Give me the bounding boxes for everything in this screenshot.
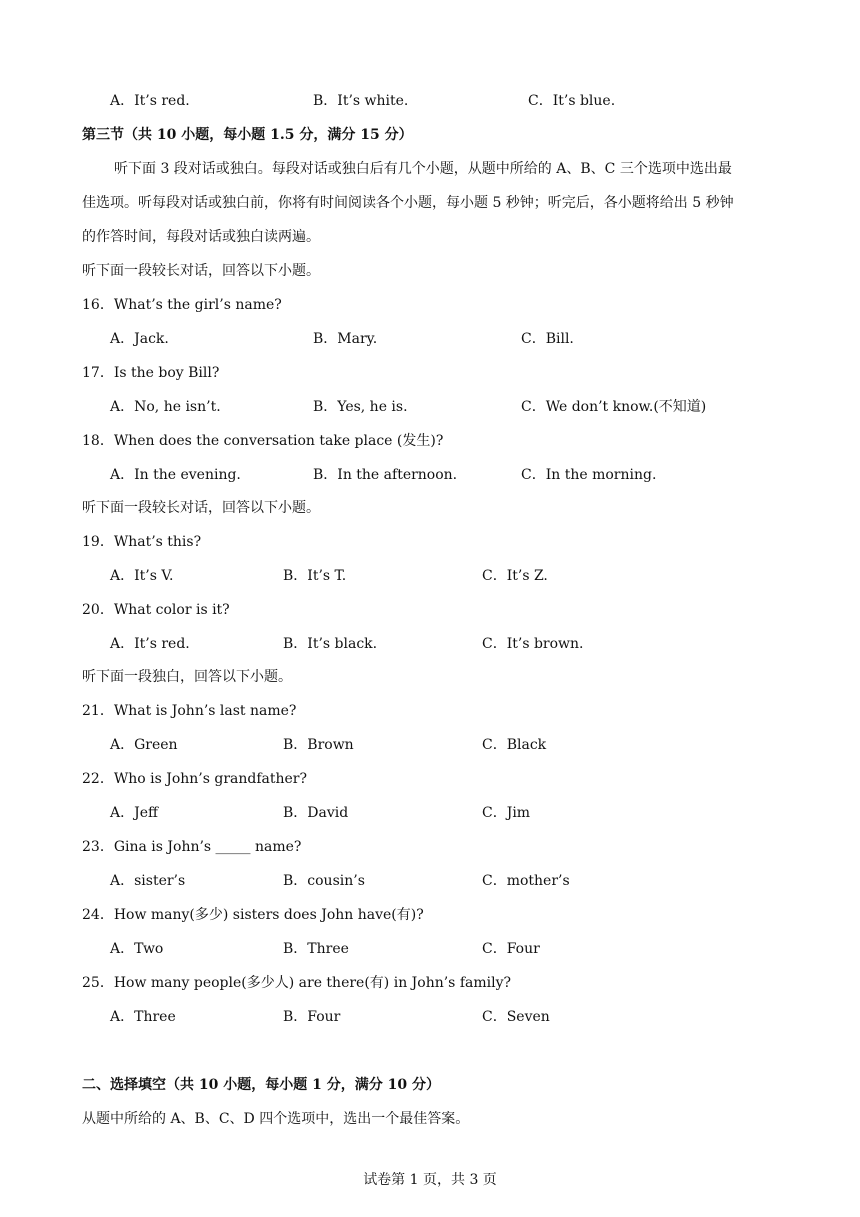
- instruction-line: 听下面 3 段对话或独白。每段对话或独白后有几个小题，从题中所给的 A、B、C 三个选项中选出最: [114, 161, 732, 177]
- option-c: C．Bill.: [521, 331, 574, 347]
- option-c: C．mother’s: [482, 873, 570, 889]
- option-c: C．In the morning.: [521, 467, 657, 483]
- option-c: C．Jim: [482, 805, 531, 821]
- option-b: B．In the afternoon.: [313, 467, 458, 483]
- dialog-note: 听下面一段较长对话，回答以下小题。: [82, 263, 320, 279]
- option-b: B．Four: [283, 1009, 341, 1025]
- question-stem: 19．What’s this?: [82, 534, 202, 550]
- option-c: C．It’s Z.: [482, 568, 548, 584]
- question-stem: 21．What is John’s last name?: [82, 703, 297, 719]
- monologue-note: 听下面一段独白，回答以下小题。: [82, 669, 292, 685]
- option-b: B．Yes, he is.: [313, 399, 408, 415]
- option-b: B．David: [283, 805, 349, 821]
- option-a: A．It’s red.: [110, 636, 190, 652]
- question-stem: 24．How many(多少) sisters does John have(有)?: [82, 907, 424, 923]
- option-b: B．Mary.: [313, 331, 378, 347]
- question-stem: 20．What color is it?: [82, 602, 230, 618]
- part-heading: 二、选择填空（共 10 小题，每小题 1 分，满分 10 分）: [82, 1077, 440, 1093]
- part-instruction: 从题中所给的 A、B、C、D 四个选项中，选出一个最佳答案。: [82, 1111, 470, 1127]
- option-a: A．Jeff: [110, 805, 158, 821]
- option-b: B．Brown: [283, 737, 354, 753]
- option-c: C．Black: [482, 737, 547, 753]
- instruction-line: 的作答时间，每段对话或独白读两遍。: [82, 229, 320, 245]
- option-a: A．sister’s: [110, 873, 186, 889]
- option-b: B．cousin’s: [283, 873, 365, 889]
- option-c: C．It’s brown.: [482, 636, 584, 652]
- option-a: A．Green: [110, 737, 178, 753]
- instruction-line: 佳选项。听每段对话或独白前，你将有时间阅读各个小题，每小题 5 秒钟；听完后，各小题将给出 5 秒钟: [82, 195, 734, 211]
- option-b: B．It’s black.: [283, 636, 378, 652]
- option-a: A．It’s red.: [110, 93, 190, 109]
- option-c: C．Four: [482, 941, 540, 957]
- option-b: B．It’s T.: [283, 568, 347, 584]
- option-c: C．Seven: [482, 1009, 550, 1025]
- option-a: A．No, he isn’t.: [110, 399, 221, 415]
- option-c: C．We don’t know.(不知道): [521, 399, 707, 415]
- option-a: A．Two: [110, 941, 164, 957]
- question-stem: 23．Gina is John’s _____ name?: [82, 839, 302, 855]
- section-heading: 第三节（共 10 小题，每小题 1.5 分，满分 15 分）: [82, 127, 413, 143]
- option-a: A．In the evening.: [110, 467, 241, 483]
- question-stem: 17．Is the boy Bill?: [82, 365, 220, 381]
- question-stem: 22．Who is John’s grandfather?: [82, 771, 308, 787]
- option-a: A．Jack.: [110, 331, 169, 347]
- option-b: B．It’s white.: [313, 93, 409, 109]
- question-stem: 18．When does the conversation take place (发生)?: [82, 433, 444, 449]
- option-a: A．Three: [110, 1009, 176, 1025]
- page-footer: 试卷第 1 页，共 3 页: [363, 1172, 497, 1188]
- question-stem: 25．How many people(多少人) are there(有) in John’s family?: [82, 975, 511, 991]
- option-c: C．It’s blue.: [528, 93, 616, 109]
- dialog-note: 听下面一段较长对话，回答以下小题。: [82, 500, 320, 516]
- question-stem: 16．What’s the girl’s name?: [82, 297, 282, 313]
- option-a: A．It’s V.: [110, 568, 174, 584]
- option-b: B．Three: [283, 941, 349, 957]
